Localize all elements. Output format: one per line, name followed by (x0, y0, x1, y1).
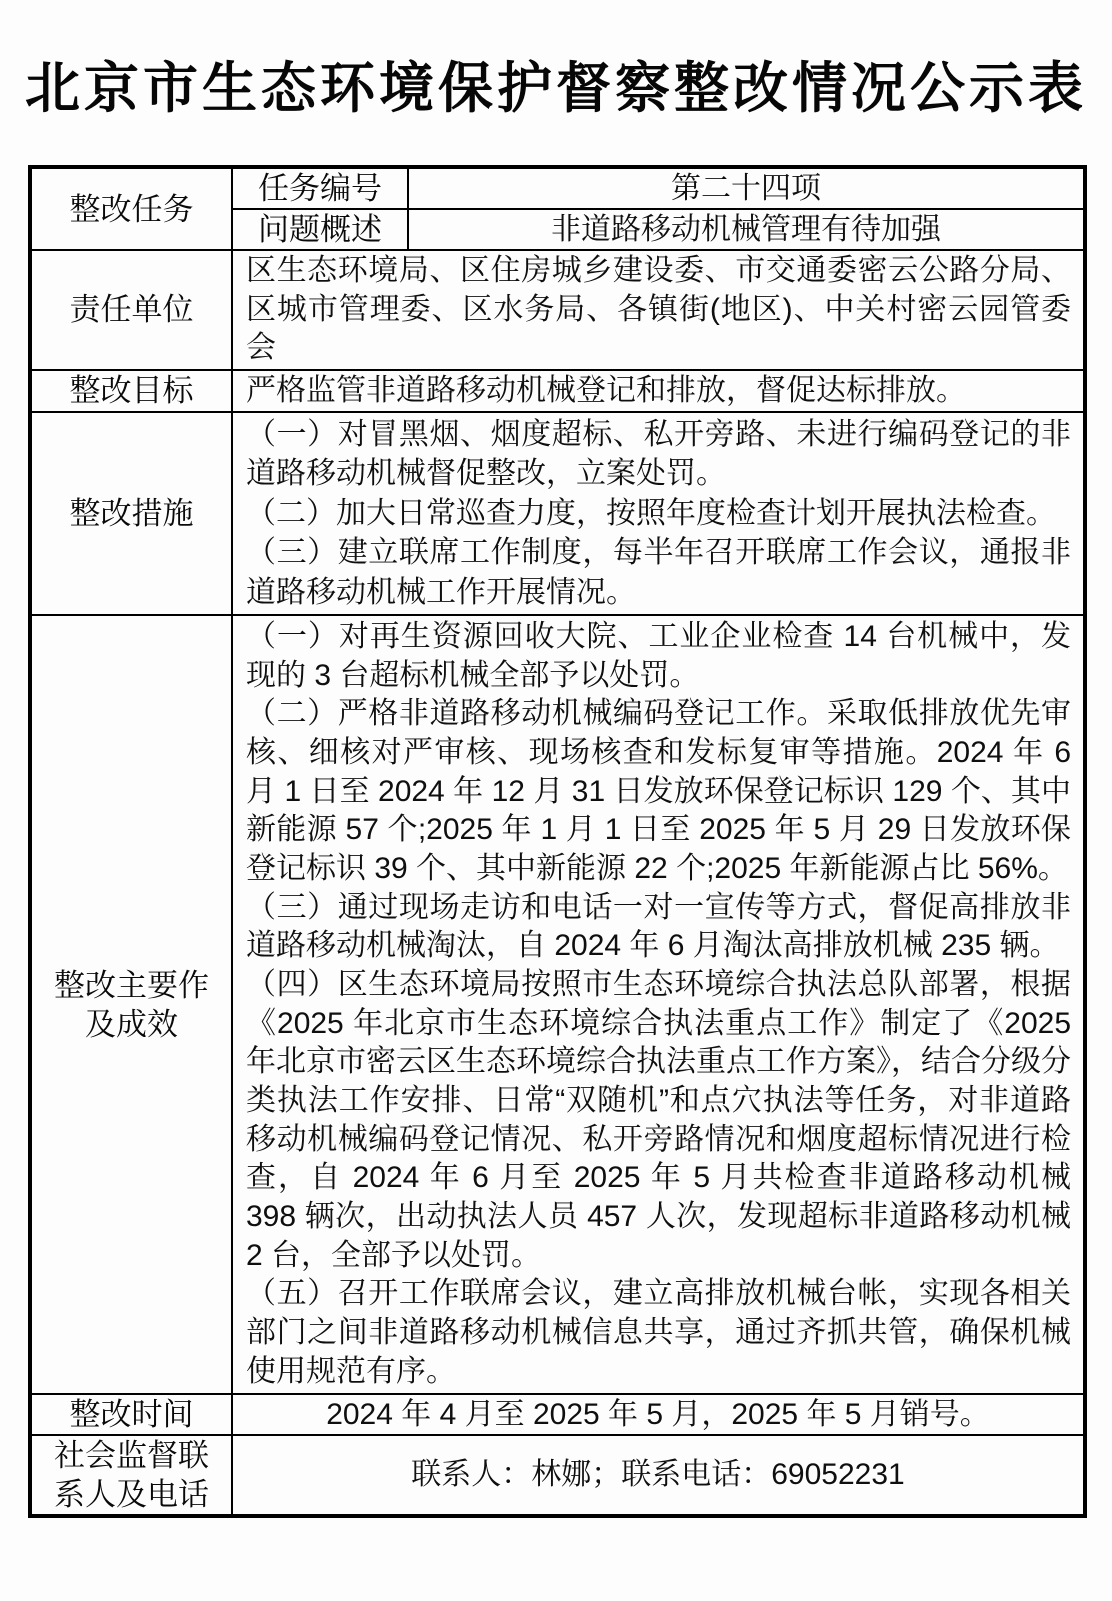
result-item-1: （一）对再生资源回收大院、工业企业检查 14 台机械中，发现的 3 台超标机械全部予以处罚。 (246, 620, 1071, 692)
cell-value-goal: 严格监管非道路移动机械登记和排放，督促达标排放。 (232, 370, 1085, 413)
cell-label-responsible-unit: 责任单位 (30, 250, 232, 370)
cell-label-results: 整改主要作及成效 (30, 615, 232, 1394)
cell-value-measures (232, 412, 1085, 615)
rectification-table (28, 165, 1087, 1518)
cell-label-goal: 整改目标 (30, 370, 232, 413)
table-row (30, 250, 1085, 370)
cell-value-results (232, 615, 1085, 1394)
result-item-2: （二）严格非道路移动机械编码登记工作。采取低排放优先审核、细核对严审核、现场核查和发标复审等措施。2024 年 6 月 1 日至 2024 年 12 月 31 日发放环保登记标识 129 个、其中新能源 57 个;2025 年 1 月 1 日至 2025 年 5 月 29 日发放环保登记标识 39 个、其中新能源 22 个;2025 年新能源占比 56%。 (246, 697, 1071, 885)
cell-value-time: 2024 年 4 月至 2025 年 5 月，2025 年 5 月销号。 (232, 1394, 1085, 1435)
cell-label-contact: 社会监督联系人及电话 (30, 1435, 232, 1516)
cell-label-task: 整改任务 (30, 167, 232, 250)
table-row (30, 412, 1085, 615)
cell-value-task-number: 第二十四项 (408, 167, 1085, 209)
result-item-5: （五）召开工作联席会议，建立高排放机械台帐，实现各相关部门之间非道路移动机械信息共享，通过齐抓共管，确保机械使用规范有序。 (246, 1277, 1071, 1388)
cell-label-task-number: 任务编号 (232, 167, 408, 209)
result-item-4: （四）区生态环境局按照市生态环境综合执法总队部署，根据《2025 年北京市生态环境综合执法重点工作》制定了《2025 年北京市密云区生态环境综合执法重点工作方案》，结合分级分类执法工作安排、日常“双随机”和点穴执法等任务，对非道路移动机械编码登记情况、私开旁路情况和烟度超标情况进行检查，自 2024 年 6 月至 2025 年 5 月共检查非道路移动机械 398 辆次，出动执法人员 457 人次，发现超标非道路移动机械 2 台，全部予以处罚。 (246, 967, 1071, 1272)
cell-value-responsible-unit: 区生态环境局、区住房城乡建设委、市交通委密云公路分局、区城市管理委、区水务局、各镇街(地区)、中关村密云园管委会 (232, 250, 1085, 370)
cell-label-problem-summary: 问题概述 (232, 209, 408, 250)
measure-item-1: （一）对冒黑烟、烟度超标、私开旁路、未进行编码登记的非道路移动机械督促整改，立案处罚。 (246, 418, 1071, 491)
table-row (30, 615, 1085, 1394)
measure-item-2: （二）加大日常巡查力度，按照年度检查计划开展执法检查。 (246, 496, 1056, 530)
table-row (30, 370, 1085, 413)
cell-label-time: 整改时间 (30, 1394, 232, 1435)
page-title: 北京市生态环境保护督察整改情况公示表 (24, 57, 1087, 119)
cell-value-contact: 联系人：林娜；联系电话：69052231 (232, 1435, 1085, 1516)
cell-label-measures: 整改措施 (30, 412, 232, 615)
table-row (30, 1435, 1085, 1516)
measure-item-3: （三）建立联席工作制度，每半年召开联席工作会议，通报非道路移动机械工作开展情况。 (246, 536, 1071, 609)
result-item-3: （三）通过现场走访和电话一对一宣传等方式，督促高排放非道路移动机械淘汰，自 2024 年 6 月淘汰高排放机械 235 辆。 (246, 890, 1071, 963)
table-row (30, 167, 1085, 209)
cell-value-problem-summary: 非道路移动机械管理有待加强 (408, 209, 1085, 250)
table-row (30, 1394, 1085, 1435)
